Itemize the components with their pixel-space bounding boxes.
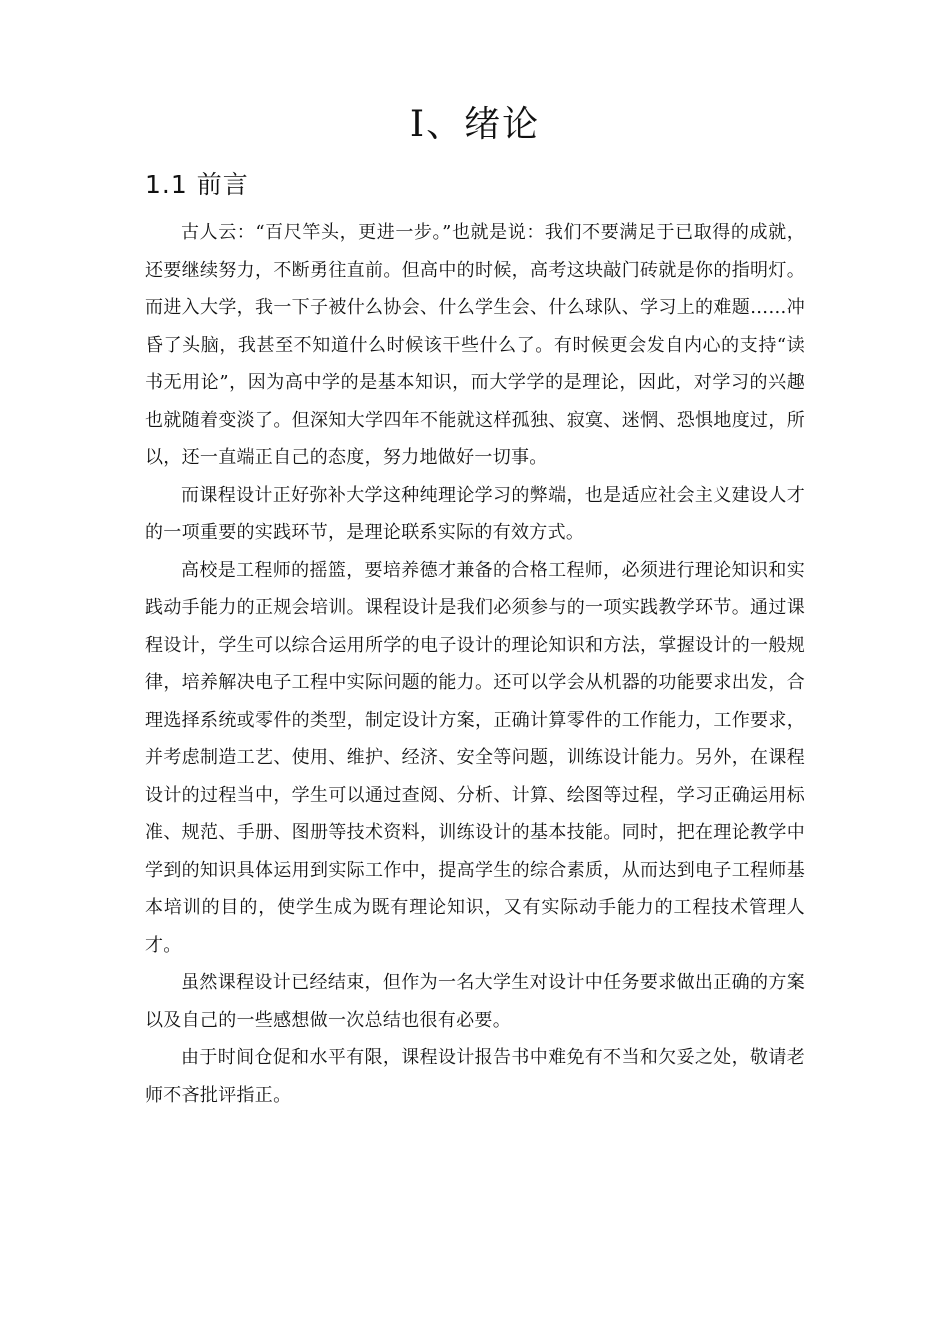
paragraph: 而课程设计正好弥补大学这种纯理论学习的弊端，也是适应社会主义建设人才的一项重要的实践环节，是理论联系实际的有效方式。 bbox=[145, 484, 805, 543]
chapter-title: Ⅰ、绪论 bbox=[409, 104, 541, 145]
paragraph: 高校是工程师的摇篮，要培养德才兼备的合格工程师，必须进行理论知识和实践动手能力的正规会培训。课程设计是我们必须参与的一项实践教学环节。通过课程设计，学生可以综合运用所学的电子设计的理论知识和方法，掌握设计的一般规律，培养解决电子工程中实际问题的能力。还可以学会从机器的功能要求出发，合理选择系统或零件的类型，制定设计方案，正确计算零件的工作能力，工作要求，并考虑制造工艺、使用、维护、经济、安全等问题，训练设计能力。另外，在课程设计的过程当中，学生可以通过查阅、分析、计算、绘图等过程，学习正确运用标准、规范、手册、图册等技术资料，训练设计的基本技能。同时，把在理论教学中学到的知识具体运用到实际工作中，提高学生的综合素质，从而达到电子工程师基本培训的目的，使学生成为既有理论知识，又有实际动手能力的工程技术管理人才。 bbox=[145, 559, 805, 956]
document-body bbox=[145, 214, 805, 1114]
paragraph: 虽然课程设计已经结束，但作为一名大学生对设计中任务要求做出正确的方案以及自己的一些感想做一次总结也很有必要。 bbox=[145, 972, 805, 1031]
paragraph: 由于时间仓促和水平有限，课程设计报告书中难免有不当和欠妥之处，敬请老师不吝批评指正。 bbox=[145, 1047, 805, 1106]
section-heading: 1.1 前言 bbox=[145, 170, 249, 199]
paragraph: 古人云：“百尺竿头，更进一步。”也就是说：我们不要满足于已取得的成就，还要继续努力，不断勇往直前。但高中的时候，高考这块敲门砖就是你的指明灯。而进入大学，我一下子被什么协会、什么学生会、什么球队、学习上的难题……冲昏了头脑，我甚至不知道什么时候该干些什么了。有时候更会发自内心的支持“读书无用论”，因为高中学的是基本知识，而大学学的是理论，因此，对学习的兴趣也就随着变淡了。但深知大学四年不能就这样孤独、寂寞、迷惘、恐惧地度过，所以，还一直端正自己的态度，努力地做好一切事。 bbox=[145, 222, 805, 468]
